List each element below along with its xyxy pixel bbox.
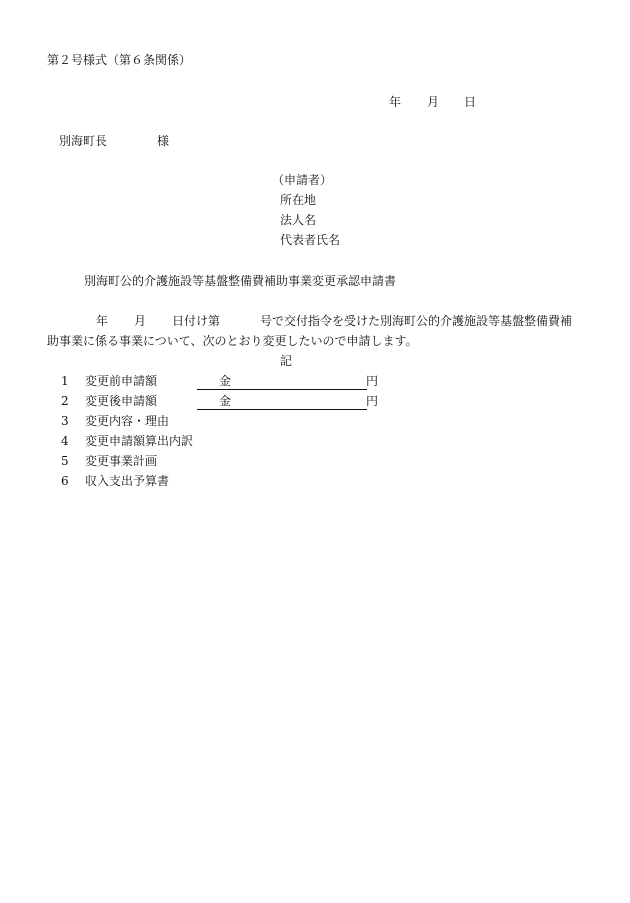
item-label: 変更事業計画 <box>85 454 158 468</box>
applicant-heading: （申請者） <box>272 173 333 187</box>
item-kin: 金 <box>219 374 232 388</box>
item-label: 変更後申請額 <box>85 394 158 408</box>
applicant-address-label: 所在地 <box>280 193 317 207</box>
item-yen: 円 <box>366 394 379 408</box>
item-number: 2 <box>61 394 69 408</box>
item-label: 変更前申請額 <box>85 374 158 388</box>
addressee-name: 別海町長 <box>59 134 108 148</box>
amount-underline <box>197 389 367 390</box>
applicant-corp-name-label: 法人名 <box>280 213 317 227</box>
body-year: 年 <box>96 314 109 328</box>
date-year: 年 <box>389 95 402 109</box>
item-number: 4 <box>61 434 69 448</box>
ki-heading: 記 <box>280 354 293 368</box>
document-title: 別海町公的介護施設等基盤整備費補助事業変更承認申請書 <box>84 274 397 288</box>
item-number: 3 <box>61 414 69 428</box>
form-label: 第２号様式（第６条関係） <box>47 53 192 67</box>
date-month: 月 <box>427 95 440 109</box>
item-label: 変更申請額算出内訳 <box>85 434 194 448</box>
item-label: 変更内容・理由 <box>85 414 170 428</box>
item-kin: 金 <box>219 394 232 408</box>
body-text-line1: 号で交付指令を受けた別海町公的介護施設等基盤整備費補 <box>260 314 573 328</box>
body-month: 月 <box>134 314 147 328</box>
addressee-honorific: 様 <box>157 134 170 148</box>
amount-underline <box>197 409 367 410</box>
date-day: 日 <box>464 95 477 109</box>
item-number: 1 <box>61 374 69 388</box>
item-number: 5 <box>61 454 69 468</box>
item-label: 収入支出予算書 <box>85 474 170 488</box>
item-yen: 円 <box>366 374 379 388</box>
body-text-line2: 助事業に係る事業について、次のとおり変更したいので申請します。 <box>47 334 418 348</box>
body-day-prefix: 日付け第 <box>172 314 221 328</box>
applicant-representative-label: 代表者氏名 <box>280 233 341 247</box>
item-number: 6 <box>61 474 69 488</box>
